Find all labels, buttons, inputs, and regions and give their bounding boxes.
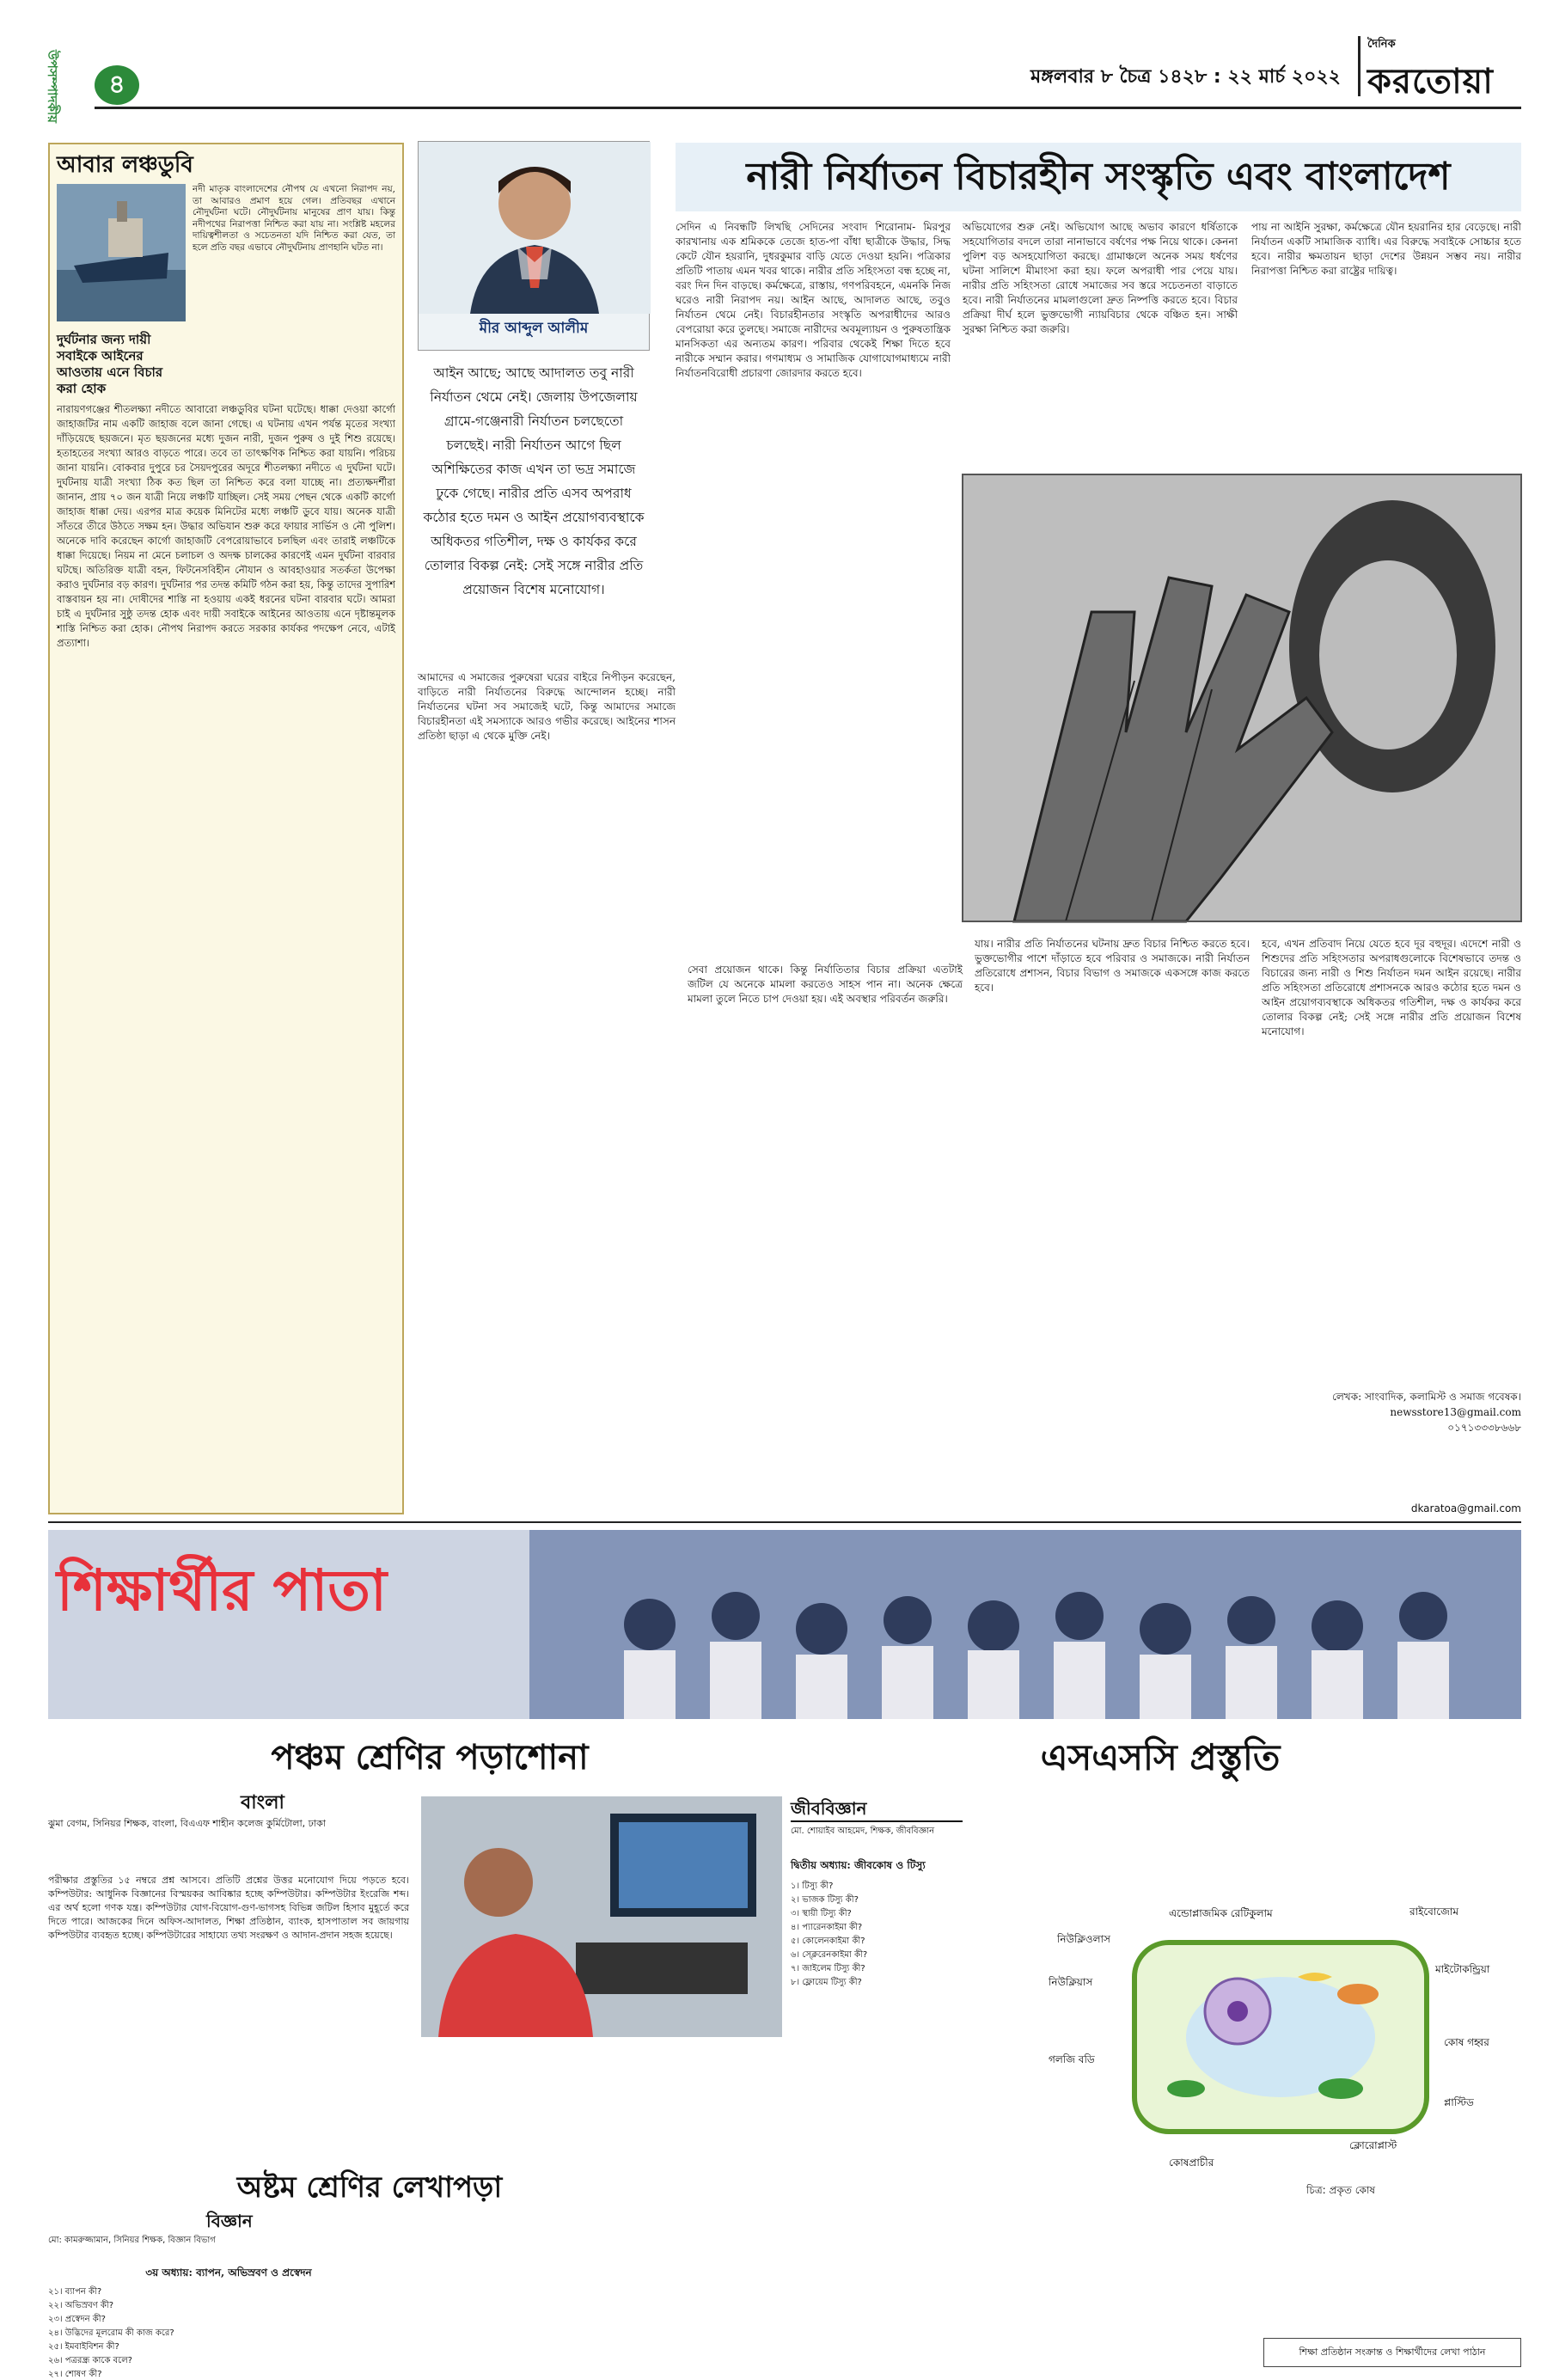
student-footer-note: শিক্ষা প্রতিষ্ঠান সংক্রান্ত ও শিক্ষার্থীদের লেখা পাঠান	[1263, 2338, 1521, 2367]
author-note-text: লেখক: সাংবাদিক, কলামিস্ট ও সমাজ গবেষক।	[1332, 1391, 1521, 1403]
list-item: ২৪। উদ্ভিদের মূলরোম কী কাজ করে?	[48, 2328, 174, 2338]
list-item: ১। টিস্যু কী?	[791, 1881, 834, 1891]
list-item: ৩। স্থায়ী টিস্যু কী?	[791, 1909, 852, 1918]
sidebar-intro: নদী মাতৃক বাংলাদেশের নৌপথ যে এখনো নিরাপদ নয়, তা আবারও প্রমাণ হয়ে গেল। প্রতিবছর এখানে নৌদুর্ঘটনা ঘটে। নৌদুর্ঘটনায় মানুষের প্রাণ যায়। কিন্তু নদীপথের নিরাপত্তা নিশ্চিত করা যায় না। সংশ্লিষ্ট মহলের দায়িত্বশীলতা ও সচেতনতা যদি নিশ্চিত করা যেত, তা হলে প্রতি বছর এভাবে নৌদুর্ঘটনায় প্রাণহানি ঘটত না।	[193, 184, 395, 253]
page-number: ৪	[95, 65, 139, 105]
cell-label-mitochondria: মাইটোকন্ড্রিয়া	[1435, 1963, 1490, 1975]
cell-label-chloroplast: ক্লোরোপ্লাস্ট	[1349, 2139, 1397, 2151]
sidebar-body: নারায়ণগঞ্জের শীতলক্ষ্যা নদীতে আবারো লঞ্চডুবির ঘটনা ঘটেছে। ধাক্কা দেওয়া কার্গো জাহাজটির নাম একটি জাহাজ বলে জানা গেছে। এ ঘটনায় এখন পর্যন্ত মৃতের সংখ্যা দাঁড়িয়েছে ছয়জনে। মৃত ছয়জনের মধ্যে দুজন নারী, দুজন পুরুষ ও দুই শিশু রয়েছে। হতাহতের সংখ্যা আরও বাড়তে পারে। তবে তা তাৎক্ষণিক নিশ্চিত করা যায়নি। পরিচয় জানা যায়নি। বোকবার দুপুরে চর সৈয়দপুরের অদূরে শীতলক্ষ্যা নদীতে এ দুর্ঘটনা ঘটে। দুর্ঘটনায় যাত্রী সংখ্যা ঠিক কত ছিল তা নিশ্চিত করে বলা যাচ্ছে না। প্রত্যক্ষদর্শীরা জানান, প্রায় ৭০ জন যাত্রী নিয়ে লঞ্চটি যাচ্ছিল। সেই সময় পেছন থেকে একটি কার্গো জাহাজ ধাক্কা দেয়। এরপর মাত্র কয়েক মিনিটের মধ্যে লঞ্চটি ডুবে যায়। অনেক যাত্রী সাঁতরে তীরে উঠতে সক্ষম হন। উদ্ধার অভিযান শুরু করে ফায়ার সার্ভিস ও নৌ পুলিশ। অনেকে দাবি করেছেন কার্গো জাহাজটি বেপরোয়াভাবে চলছিল এবং তারাই লঞ্চটিকে ধাক্কা দিয়েছে। নিয়ম না মেনে চলাচল ও অদক্ষ চালকের কারণেই এমন দুর্ঘটনা বারবার ঘটছে। অতিরিক্ত যাত্রী বহন, ফিটনেসবিহীন নৌযান ও আবহাওয়ার সতর্কতা উপেক্ষা করাও দুর্ঘটনার বড় কারণ। দুর্ঘটনার পর তদন্ত কমিটি গঠন করা হয়, কিন্তু তাদের সুপারিশ বাস্তবায়ন হয় না। দোষীদের শাস্তি না হওয়ায় একই ধরনের ঘটনা বারবার ঘটে। আমরা চাই এ দুর্ঘটনার সুষ্ঠু তদন্ত হোক এবং দায়ী সবাইকে আইনের আওতায় এনে দৃষ্টান্তমূলক শাস্তি নিশ্চিত করা হোক। নৌপথ নিরাপদ করতে সরকার কার্যকর পদক্ষেপ নেবে, এটাই প্রত্যাশা।	[57, 403, 395, 649]
author-email: newsstore13@gmail.com	[1390, 1406, 1521, 1418]
article-illustration	[963, 474, 1521, 921]
article-col-6: যায়। নারীর প্রতি নির্যাতনের ঘটনায় দ্রুত বিচার নিশ্চিত করতে হবে। ভুক্তভোগীর পাশে দাঁড়াতে হবে পরিবার ও সমাজকে। নারী নির্যাতন প্রতিরোধে প্রশাসন, বিচার বিভাগ ও সমাজকে একসঙ্গে কাজ করতে হবে।	[975, 938, 1250, 994]
cell-label-plastid: প্লাস্টিড	[1444, 2096, 1474, 2108]
grade8-questions	[48, 2286, 409, 2379]
list-item: ২৩। প্রস্বেদন কী?	[48, 2315, 106, 2324]
cell-label-golgi: গলজি বডি	[1049, 2053, 1095, 2065]
list-item: ২২। অভিস্রবণ কী?	[48, 2301, 114, 2310]
author-note	[1262, 1389, 1521, 1458]
article-col-2: অভিযোগের শুরু নেই। অভিযোগ আছে অভাব কারণে ধর্ষিতাকে সহযোগিতার বদলে তারা নানাভাবে বর্ষণের পক্ষ নিয়ে থাকে। কেননা পুলিশ বড় অসহযোগিতা করছে। গ্রামাঞ্চলে অনেক সময় ধর্ষণের ঘটনা সালিশে মীমাংসা করা হয়। ফলে অপরাধী পার পেয়ে যায়। নারীর প্রতি সহিংসতা রোধে সমাজের সব স্তরে সচেতনতা বাড়াতে হবে। নারী নির্যাতনের মামলাগুলো দ্রুত নিষ্পত্তি করতে হবে। বিচার প্রক্রিয়া দীর্ঘ হলে ভুক্তভোগী ন্যায়বিচার থেকে বঞ্চিত হন। সাক্ষী সুরক্ষা নিশ্চিত করা জরুরি।	[963, 221, 1238, 335]
student-banner	[48, 1530, 1521, 1719]
list-item: ৮। ফ্লোয়েম টিস্যু কী?	[791, 1978, 862, 1987]
author-photo	[419, 142, 651, 314]
ssc-chapter: দ্বিতীয় অধ্যায়: জীবকোষ ও টিস্যু	[791, 1859, 926, 1871]
issue-date: মঙ্গলবার ৮ চৈত্র ১৪২৮ : ২২ মার্চ ২০২২	[1030, 66, 1341, 88]
article-col-5: সেবা প্রয়োজন থাকে। কিন্তু নির্যাতিতার বিচার প্রক্রিয়া এতটাই জটিল যে অনেকে মামলা করতেও সাহস পান না। অনেক ক্ষেত্রে মামলা তুলে নিতে চাপ দেওয়া হয়। এই অবস্থার পরিবর্তন জরুরি।	[688, 964, 963, 1005]
list-item: ৪। প্যারেনকাইমা কী?	[791, 1923, 863, 1932]
student-banner-title: শিক্ষার্থীর পাতা	[57, 1557, 388, 1624]
pull-quote: আইন আছে; আছে আদালত তবু নারী নির্যাতন থেমে নেই। জেলায় উপজেলায় গ্রামে-গঞ্জেনারী নির্যাতন চলছেতো চলছেই। নারী নির্যাতন আগে ছিল অশিক্ষিতের কাজ এখন তা ভদ্র সমাজে ঢুকে গেছে। নারীর প্রতি এসব অপরাধ কঠোর হতে দমন ও আইন প্রয়োগব্যবস্থাকে অধিকতর গতিশীল, দক্ষ ও কার্যকর করে তোলার বিকল্প নেই: সেই সঙ্গে নারীর প্রতি প্রয়োজন বিশেষ মনোযোগ।	[423, 365, 645, 597]
list-item: ৭। জাইলেম টিস্যু কী?	[791, 1964, 865, 1973]
list-item: ২৭। শোষণ কী?	[48, 2370, 102, 2379]
list-item: ২। ভাজক টিস্যু কী?	[791, 1895, 859, 1905]
article-col-1: সেদিন এ নিবন্ধটি লিখছি সেদিনের সংবাদ শিরোনাম- মিরপুর কারখানায় এক শ্রমিককে তেজে হাত-পা বাঁধা ছাত্রীকে উদ্ধার, সিদ্ধ কেটে যৌন হয়রানি, দুধরকুমার বাড়ি যেতে দেওয়া হয়নি। পত্রিকার প্রতিটি পাতায় এমন খবর থাকে। নারীর প্রতি সহিংসতা বন্ধ হচ্ছে না, বরং দিন দিন বাড়ছে। কর্মক্ষেত্রে, রাস্তায়, গণপরিবহনে, এমনকি নিজ ঘরেও নারী নিরাপদ নয়। আইন আছে, আদালত আছে, তবুও নির্যাতন থেমে নেই। বিচারহীনতার সংস্কৃতি অপরাধীদের আরও বেপরোয়া করে তুলছে। সমাজে নারীদের অবমূল্যায়ন ও পুরুষতান্ত্রিক মানসিকতা এর অন্যতম কারণ। পরিবার থেকেই শিক্ষা দিতে হবে নারীকে সম্মান করার। গণমাধ্যম ও সামাজিক যোগাযোগমাধ্যমে নারী নির্যাতনবিরোধী প্রচারণা জোরদার করতে হবে।	[676, 221, 951, 379]
cell-label-nucleolus: নিউক্লিওলাস	[1057, 1933, 1110, 1945]
cell-label-nucleus: নিউক্লিয়াস	[1049, 1976, 1093, 1988]
cell-label-cell-wall: কোষপ্রাচীর	[1169, 2157, 1214, 2169]
article-col-3: পায় না আইনি সুরক্ষা, কর্মক্ষেত্রে যৌন হয়রানির হার বেড়েছে। নারী নির্যাতন একটি সামাজিক ব্যাধি। এর বিরুদ্ধে সবাইকে সোচ্চার হতে হবে। নারীর ক্ষমতায়ন ছাড়া দেশের উন্নয়ন সম্ভব নয়। নারীর নিরাপত্তা নিশ্চিত করা রাষ্ট্রের দায়িত্ব।	[1251, 221, 1521, 277]
list-item: ৬। স্ক্লেরেনকাইমা কী?	[791, 1950, 868, 1960]
ssc-title: এসএসসি প্রস্তুতি	[1040, 1736, 1281, 1778]
sidebar-title: আবার লঞ্চডুবি	[57, 152, 193, 178]
ssc-subject: জীববিজ্ঞান	[791, 1796, 963, 1822]
brand-name: করতোয়া	[1367, 61, 1494, 101]
list-item: ৫। কোলেনকাইমা কী?	[791, 1936, 865, 1946]
author-name: মীর আব্দুল আলীম	[479, 320, 589, 337]
cell-diagram	[1040, 1891, 1521, 2183]
ssc-teacher: মো. শোয়াইব আহমেদ, শিক্ষক, জীববিজ্ঞান	[791, 1826, 935, 1836]
grade5-teacher: ঝুমা বেগম, সিনিয়র শিক্ষক, বাংলা, বিএএফ শাহীন কলেজ কুর্মিটোলা, ঢাকা	[48, 1818, 326, 1829]
footer-email: dkaratoa@gmail.com	[1410, 1502, 1521, 1514]
author-block	[418, 141, 650, 351]
grade8-title: অষ্টম শ্রেণির লেখাপড়া	[236, 2170, 503, 2205]
grade5-title: পঞ্চম শ্রেণির পড়াশোনা	[271, 1737, 589, 1777]
section-tag: উপসম্পাদকীয়	[45, 50, 60, 124]
grade8-chapter: ৩য় অধ্যায়: ব্যাপন, অভিস্রবণ ও প্রস্বেদন	[145, 2267, 312, 2279]
sidebar-caption: দুর্ঘটনার জন্য দায়ী সবাইকে আইনের আওতায় এনে বিচার করা হোক	[57, 332, 163, 396]
ship-photo	[57, 184, 186, 321]
cell-label-er: এন্ডোপ্লাজমিক রেটিকুলাম	[1169, 1907, 1273, 1919]
grade5-body: পরীক্ষার প্রস্তুতির ১৫ নম্বরে প্রশ্ন আসবে। প্রতিটি প্রশ্নের উত্তর মনোযোগ দিয়ে পড়তে হবে। কম্পিউটার: আধুনিক বিজ্ঞানের বিস্ময়কর আবিষ্কার হচ্ছে কম্পিউটার। কম্পিউটার ইংরেজি শব্দ। এর অর্থ হলো গণক যন্ত্র। কম্পিউটার যোগ-বিয়োগ-গুণ-ভাগসহ বিভিন্ন জটিল হিসাব মুহূর্তে করে দিতে পারে। আজকের দিনে অফিস-আদালত, শিক্ষা প্রতিষ্ঠান, ব্যাংক, হাসপাতাল সব জায়গায় কম্পিউটার ব্যবহৃত হচ্ছে। কম্পিউটারের সাহায্যে তথ্য সংরক্ষণ ও আদান-প্রদান সহজ হয়েছে।	[48, 1875, 409, 1941]
author-phone: ০১৭১৩৩৩৮৬৬৮	[1447, 1422, 1521, 1434]
brand-small: দৈনিক	[1367, 38, 1396, 51]
cell-label-vacuole: কোষ গহ্বর	[1444, 2036, 1489, 2048]
article-col-7: হবে, এখন প্রতিবাদ নিয়ে যেতে হবে দূর বহুদূর। এদেশে নারী ও শিশুদের প্রতি সহিংসতার অপরাধগুলোকে বিশেষভাবে তদন্ত ও বিচারের জন্য নারী ও শিশু নির্যাতন দমন আইন রয়েছে। নারীর প্রতি সহিংসতা প্রতিরোধে প্রশাসনকে আরও কঠোর হতে দমন ও আইন প্রয়োগব্যবস্থাকে অধিকতর গতিশীল, দক্ষ ও কার্যকর করে তোলার বিকল্প নেই; সেই সঙ্গে নারীর প্রতি প্রয়োজন বিশেষ মনোযোগ।	[1262, 938, 1521, 1037]
brand-logo	[1358, 36, 1522, 101]
ssc-questions	[791, 1881, 1023, 2362]
cell-caption: চিত্র: প্রকৃত কোষ	[1305, 2184, 1376, 2196]
grade5-photo	[421, 1796, 782, 2037]
sidebar-box	[48, 143, 404, 1514]
grade8-teacher: মো: কামরুজ্জামান, সিনিয়র শিক্ষক, বিজ্ঞান বিভাগ	[48, 2236, 216, 2245]
cell-label-ribosome: রাইবোজোম	[1409, 1906, 1459, 1918]
list-item: ২৫। ইমবাইবিশন কী?	[48, 2342, 119, 2352]
grade5-subject: বাংলা	[241, 1791, 284, 1814]
grade8-subject: বিজ্ঞান	[206, 2211, 253, 2231]
article-col-4: আমাদের এ সমাজের পুরুষেরা ঘরের বাইরে নিপীড়ন করেছেন, বাড়িতে নারী নির্যাতনের বিরুদ্ধে আন্দোলন হচ্ছে। নারী নির্যাতনের ঘটনা সব সমাজেই ঘটে, কিন্তু আমাদের সমাজে বিচারহীনতা এই সমস্যাকে আরও গভীর করেছে। আইনের শাসন প্রতিষ্ঠা ছাড়া এ থেকে মুক্তি নেই।	[418, 671, 676, 742]
article-headline: নারী নির্যাতন বিচারহীন সংস্কৃতি এবং বাংলাদেশ	[676, 143, 1521, 211]
list-item: ২১। ব্যাপন কী?	[48, 2287, 102, 2297]
list-item: ২৬। পত্ররন্ধ্র কাকে বলে?	[48, 2356, 132, 2365]
